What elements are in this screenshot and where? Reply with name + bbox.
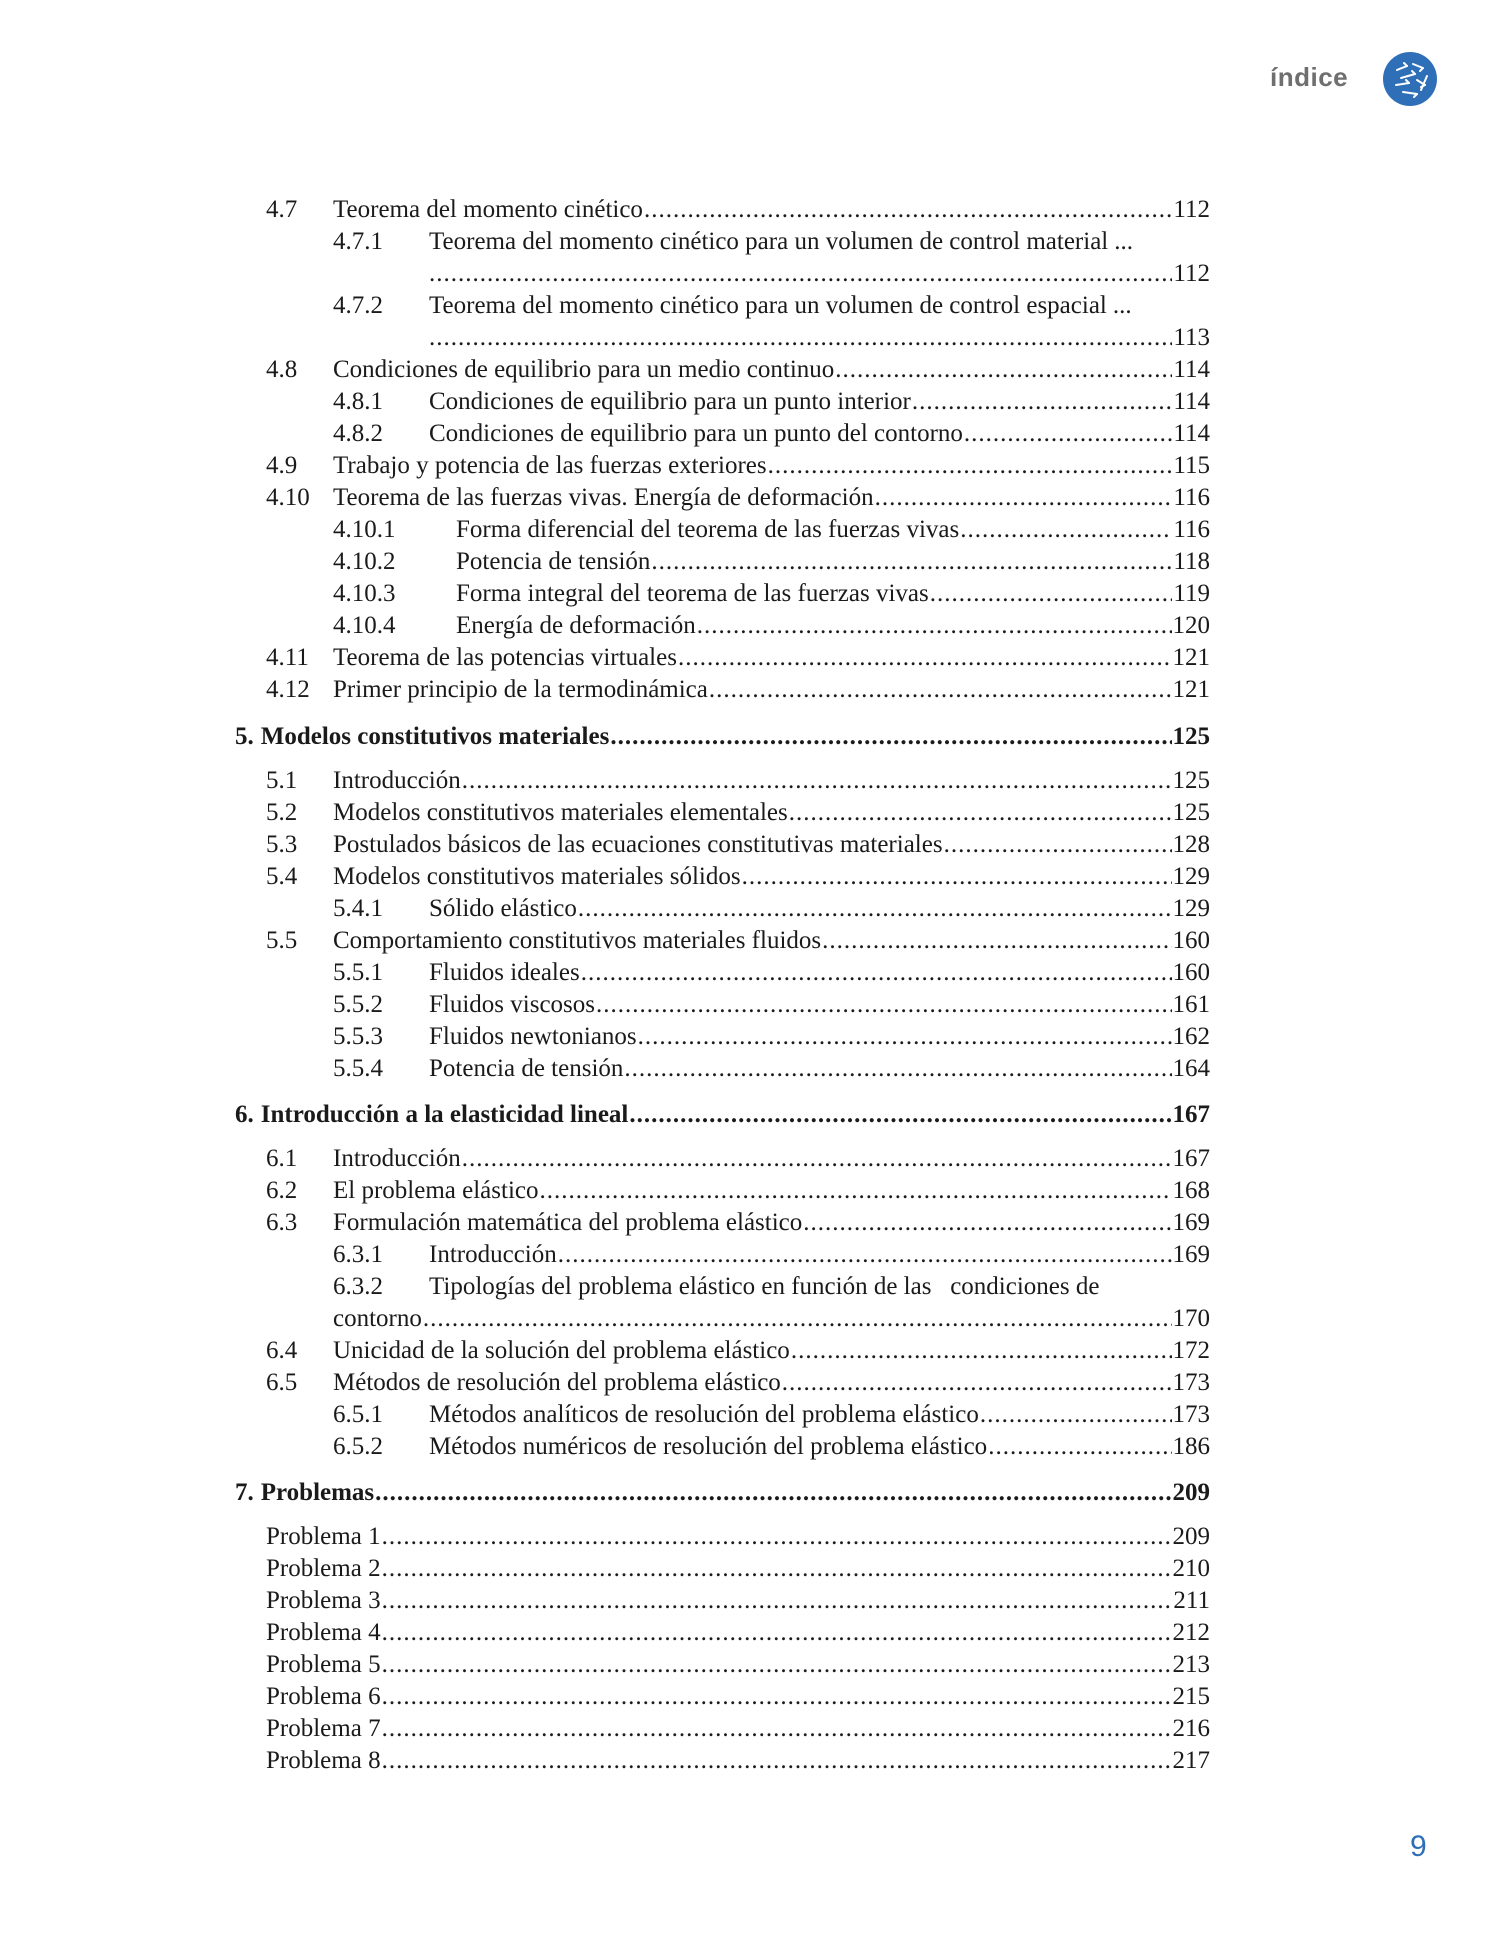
toc-entry-title: Métodos analíticos de resolución del problema elástico: [429, 1401, 979, 1428]
toc-entry-number: 5.4.1: [333, 895, 383, 922]
toc-entry-page: 216: [1172, 1715, 1210, 1742]
toc-entry-title: El problema elástico: [333, 1177, 539, 1204]
toc-entry[interactable]: [333, 1239, 1210, 1271]
toc-leader: [930, 578, 1173, 610]
toc-chapter-page: 167: [1172, 1101, 1210, 1128]
toc-problem-entry[interactable]: [266, 1745, 1210, 1777]
toc-leader: [610, 721, 1171, 753]
toc-entry-title: Problema 8: [266, 1747, 381, 1774]
toc-entry-number: 6.3.1: [333, 1241, 383, 1268]
toc-entry-page: 161: [1172, 991, 1210, 1018]
toc-entry[interactable]: [333, 226, 1210, 258]
toc-leader: [578, 893, 1172, 925]
toc-entry[interactable]: [333, 893, 1210, 925]
toc-entry-title: Condiciones de equilibrio para un punto interior: [429, 388, 911, 415]
toc-entry-page: 170: [1172, 1305, 1210, 1332]
toc-leader: [429, 322, 1172, 354]
toc-entry-title: Problema 7: [266, 1715, 381, 1742]
toc-entry-title: Forma integral del teorema de las fuerzas vivas: [456, 580, 929, 607]
toc-entry-title: Problema 1: [266, 1523, 381, 1550]
toc-entry[interactable]: [333, 989, 1210, 1021]
toc-chapter-title: Modelos constitutivos materiales: [260, 723, 610, 750]
toc-problem-entry[interactable]: [266, 1553, 1210, 1585]
toc-entry-number: 5.5: [266, 927, 298, 954]
toc-entry-number: 4.12: [266, 676, 310, 703]
toc-entry[interactable]: [333, 290, 1210, 322]
toc-entry-page: 125: [1172, 767, 1210, 794]
toc-entry[interactable]: [333, 957, 1210, 989]
toc-leader: [581, 957, 1172, 989]
toc-entry-page: 113: [1173, 324, 1210, 351]
toc-entry-number: 5.5.4: [333, 1055, 383, 1082]
toc-leader: [768, 450, 1173, 482]
toc-entry-title: Introducción: [333, 1145, 461, 1172]
toc-entry[interactable]: [333, 418, 1210, 450]
toc-entry-title: Métodos numéricos de resolución del problema elástico: [429, 1433, 988, 1460]
toc-leader: [960, 514, 1172, 546]
toc-entry-title: Tipologías del problema elástico en función de las condiciones de: [429, 1273, 1100, 1300]
toc-entry-title: Problema 3: [266, 1587, 381, 1614]
toc-leader: [558, 1239, 1172, 1271]
toc-entry-continuation[interactable]: [429, 322, 1210, 354]
toc-entry-continuation[interactable]: [429, 258, 1210, 290]
toc-entry-page: 114: [1173, 356, 1210, 383]
toc-chapter-number: 7.: [235, 1479, 254, 1506]
toc-entry[interactable]: [333, 514, 1210, 546]
toc-entry-page: ...: [1112, 292, 1132, 319]
toc-entry-title: Energía de deformación: [456, 612, 696, 639]
toc-entry-page: 169: [1172, 1209, 1210, 1236]
toc-entry[interactable]: [266, 1335, 1210, 1367]
toc-chapter[interactable]: [235, 721, 1210, 753]
toc-entry[interactable]: [266, 925, 1210, 957]
toc-problem-entry[interactable]: [266, 1713, 1210, 1745]
toc-problem-entry[interactable]: [266, 1681, 1210, 1713]
toc-entry-title: Formulación matemática del problema elástico: [333, 1209, 803, 1236]
toc-entry-title: Fluidos newtonianos: [429, 1023, 637, 1050]
toc-entry-number: 4.7.2: [333, 292, 383, 319]
toc-entry[interactable]: [266, 354, 1210, 386]
toc-entry-title: Modelos constitutivos materiales elementales: [333, 799, 788, 826]
toc-entry-number: 4.8.1: [333, 388, 383, 415]
toc-entry-number: 4.8: [266, 356, 298, 383]
toc-entry[interactable]: [333, 1431, 1210, 1463]
toc-entry-number: 5.1: [266, 767, 298, 794]
toc-entry-number: 5.5.3: [333, 1023, 383, 1050]
header-label: índice: [1270, 62, 1349, 92]
toc-entry-number: 6.4: [266, 1337, 298, 1364]
toc-problem-entry[interactable]: [266, 1521, 1210, 1553]
toc-problem-entry[interactable]: [266, 1649, 1210, 1681]
toc-entry-page: 217: [1172, 1747, 1210, 1774]
toc-entry-number: 4.10.2: [333, 548, 396, 575]
toc-problem-entry[interactable]: [266, 1585, 1210, 1617]
toc-leader: [429, 258, 1172, 290]
toc-entry-title: Teorema de las potencias virtuales: [333, 644, 677, 671]
toc-entry-page: 128: [1172, 831, 1210, 858]
toc-leader: [789, 797, 1172, 829]
toc-entry-title: Forma diferencial del teorema de las fuerzas vivas: [456, 516, 960, 543]
toc-entry-page: 115: [1173, 452, 1210, 479]
toc-entry-page: 173: [1172, 1369, 1210, 1396]
toc-entry-title: Comportamiento constitutivos materiales fluidos: [333, 927, 822, 954]
toc-entry-page: 168: [1172, 1177, 1210, 1204]
toc-entry-title: Potencia de tensión: [456, 548, 651, 575]
toc-entry-continuation[interactable]: [333, 1303, 1210, 1335]
toc-entry-title: Problema 4: [266, 1619, 381, 1646]
toc-entry-page: 121: [1172, 676, 1210, 703]
toc-entry-title: Teorema del momento cinético para un volumen de control espacial: [429, 292, 1107, 319]
toc-entry-page: 129: [1172, 863, 1210, 890]
toc-leader: [629, 1099, 1171, 1131]
toc-leader: [988, 1431, 1171, 1463]
toc-leader: [423, 1303, 1172, 1335]
toc-leader: [638, 1021, 1172, 1053]
toc-leader: [822, 925, 1171, 957]
toc-entry-number: 4.10.4: [333, 612, 396, 639]
toc-entry-title: Métodos de resolución del problema elástico: [333, 1369, 781, 1396]
toc-entry-page: 116: [1173, 516, 1210, 543]
toc-entry[interactable]: [266, 642, 1210, 674]
toc-entry[interactable]: [333, 610, 1210, 642]
toc-entry-number: 5.5.1: [333, 959, 383, 986]
toc-entry-number: 6.5.1: [333, 1401, 383, 1428]
toc-entry-title: Introducción: [333, 767, 461, 794]
toc-entry-number: 5.3: [266, 831, 298, 858]
toc-entry-title: Postulados básicos de las ecuaciones constitutivas materiales: [333, 831, 943, 858]
toc-leader: [596, 989, 1171, 1021]
toc-entry-number: 5.5.2: [333, 991, 383, 1018]
toc-problem-entry[interactable]: [266, 1617, 1210, 1649]
toc-entry-title: Introducción: [429, 1241, 557, 1268]
toc-entry-page: 211: [1173, 1587, 1210, 1614]
toc-chapter-number: 6.: [235, 1101, 254, 1128]
toc-leader: [382, 1521, 1172, 1553]
toc-entry[interactable]: [266, 450, 1210, 482]
toc-leader: [644, 194, 1172, 226]
toc-entry-number: 4.11: [266, 644, 309, 671]
toc-leader: [791, 1335, 1172, 1367]
toc-leader: [912, 386, 1173, 418]
toc-leader: [678, 642, 1172, 674]
toc-entry-title: Primer principio de la termodinámica: [333, 676, 708, 703]
toc-entry[interactable]: [266, 482, 1210, 514]
toc-entry-page: 112: [1173, 196, 1210, 223]
toc-leader: [697, 610, 1172, 642]
toc-entry[interactable]: [333, 1021, 1210, 1053]
toc-entry[interactable]: [333, 1271, 1210, 1303]
toc-entry-page: 210: [1172, 1555, 1210, 1582]
toc-entry-page: 173: [1172, 1401, 1210, 1428]
toc-entry[interactable]: [266, 194, 1210, 226]
toc-leader: [382, 1553, 1172, 1585]
toc-entry[interactable]: [333, 386, 1210, 418]
toc-entry-page: 119: [1173, 580, 1210, 607]
toc-entry-title: Teorema del momento cinético: [333, 196, 643, 223]
toc-entry-page: 112: [1173, 260, 1210, 287]
toc-entry[interactable]: [333, 1053, 1210, 1085]
toc-entry-number: 5.4: [266, 863, 298, 890]
toc-leader: [382, 1649, 1172, 1681]
toc-entry-title: Unicidad de la solución del problema elástico: [333, 1337, 790, 1364]
toc-entry-page: 160: [1172, 927, 1210, 954]
toc-entry-page: 186: [1172, 1433, 1210, 1460]
toc-entry-page: 213: [1172, 1651, 1210, 1678]
toc-entry[interactable]: [266, 1175, 1210, 1207]
toc-entry-page: 167: [1172, 1145, 1210, 1172]
toc-entry-page: 169: [1172, 1241, 1210, 1268]
toc-entry[interactable]: [333, 578, 1210, 610]
toc-leader: [651, 546, 1172, 578]
toc-leader: [462, 1143, 1172, 1175]
toc-entry-number: 6.5: [266, 1369, 298, 1396]
toc-leader: [980, 1399, 1172, 1431]
toc-entry-page: 114: [1173, 420, 1210, 447]
toc-entry-page: 114: [1173, 388, 1210, 415]
toc-entry-title: Modelos constitutivos materiales sólidos: [333, 863, 741, 890]
toc-entry-page: 120: [1172, 612, 1210, 639]
toc-entry-title: Condiciones de equilibrio para un medio continuo: [333, 356, 835, 383]
toc-entry-page: 172: [1172, 1337, 1210, 1364]
toc-leader: [742, 861, 1172, 893]
toc-leader: [944, 829, 1172, 861]
toc-entry-number: 6.1: [266, 1145, 298, 1172]
toc-chapter[interactable]: [235, 1099, 1210, 1131]
toc-leader: [375, 1477, 1171, 1509]
toc-entry-title: Sólido elástico: [429, 895, 577, 922]
toc-entry-number: 6.2: [266, 1177, 298, 1204]
toc-entry-page: 212: [1172, 1619, 1210, 1646]
toc-entry-number: 4.7: [266, 196, 298, 223]
toc-entry-page: ...: [1114, 228, 1133, 255]
toc-entry-page: 121: [1172, 644, 1210, 671]
toc-entry[interactable]: [333, 546, 1210, 578]
toc-entry[interactable]: [266, 797, 1210, 829]
toc-entry-page: 160: [1172, 959, 1210, 986]
toc-leader: [782, 1367, 1172, 1399]
toc-entry[interactable]: [266, 829, 1210, 861]
toc-entry-page: 209: [1172, 1523, 1210, 1550]
toc-entry-title-continuation: contorno: [333, 1305, 422, 1332]
toc-entry-title: Problema 6: [266, 1683, 381, 1710]
toc-entry[interactable]: [266, 1207, 1210, 1239]
toc-entry-number: 5.2: [266, 799, 298, 826]
toc-leader: [382, 1617, 1172, 1649]
toc-leader: [539, 1175, 1171, 1207]
toc-chapter-title: Introducción a la elasticidad lineal: [260, 1101, 629, 1128]
toc-entry-number: 6.5.2: [333, 1433, 383, 1460]
toc-entry-title: Fluidos viscosos: [429, 991, 596, 1018]
toc-leader: [382, 1713, 1172, 1745]
toc-entry-number: 4.8.2: [333, 420, 383, 447]
toc-entry-page: 129: [1172, 895, 1210, 922]
toc-entry-number: 4.10.1: [333, 516, 396, 543]
toc-entry-number: 4.10: [266, 484, 310, 511]
toc-entry[interactable]: [333, 1399, 1210, 1431]
toc-leader: [462, 765, 1172, 797]
page-number: 9: [1410, 1830, 1427, 1863]
toc-entry-title: Teorema del momento cinético para un volumen de control material: [429, 228, 1109, 255]
toc-entry[interactable]: [266, 674, 1210, 706]
toc-entry-title: Condiciones de equilibrio para un punto del contorno: [429, 420, 963, 447]
toc-chapter-page: 125: [1172, 723, 1210, 750]
toc-entry-number: 6.3: [266, 1209, 298, 1236]
toc-entry-page: 164: [1172, 1055, 1210, 1082]
toc-entry-title: Teorema de las fuerzas vivas. Energía de deformación: [333, 484, 874, 511]
toc-chapter[interactable]: [235, 1477, 1210, 1509]
toc-entry[interactable]: [266, 1367, 1210, 1399]
toc-chapter-number: 5.: [235, 723, 254, 750]
toc-entry-number: 4.10.3: [333, 580, 396, 607]
toc-leader: [709, 674, 1172, 706]
toc-leader: [382, 1745, 1172, 1777]
toc-leader: [803, 1207, 1171, 1239]
toc-chapter-page: 209: [1172, 1479, 1210, 1506]
toc-entry-title: Problema 5: [266, 1651, 381, 1678]
toc-leader: [964, 418, 1173, 450]
toc-entry-page: 118: [1173, 548, 1210, 575]
toc-leader: [835, 354, 1172, 386]
toc-entry-title: Trabajo y potencia de las fuerzas exteriores: [333, 452, 767, 479]
toc-entry[interactable]: [266, 765, 1210, 797]
toc-leader: [875, 482, 1173, 514]
toc-leader: [382, 1681, 1172, 1713]
toc-entry-page: 162: [1172, 1023, 1210, 1050]
toc-entry-title: Potencia de tensión: [429, 1055, 624, 1082]
toc-entry-page: 215: [1172, 1683, 1210, 1710]
toc-entry-title: Problema 2: [266, 1555, 381, 1582]
toc-chapter-title: Problemas: [260, 1479, 375, 1506]
toc-logo-icon[interactable]: [1383, 52, 1437, 106]
toc-entry-number: 4.7.1: [333, 228, 383, 255]
toc-leader: [624, 1053, 1171, 1085]
toc-entry-page: 116: [1173, 484, 1210, 511]
toc-entry-page: 125: [1172, 799, 1210, 826]
toc-entry[interactable]: [266, 861, 1210, 893]
toc-entry-number: 6.3.2: [333, 1273, 383, 1300]
toc-entry-title: Fluidos ideales: [429, 959, 580, 986]
toc-entry[interactable]: [266, 1143, 1210, 1175]
toc-leader: [382, 1585, 1173, 1617]
toc-entry-number: 4.9: [266, 452, 298, 479]
